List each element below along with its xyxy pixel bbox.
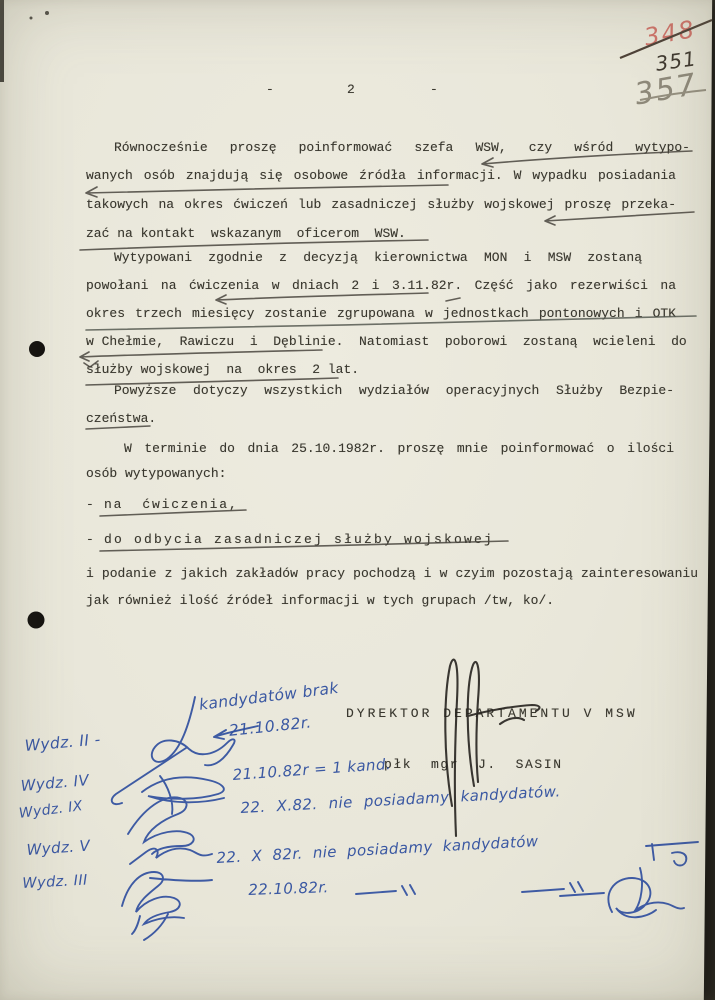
page-number: 2: [347, 82, 355, 97]
paragraph1-line3: takowych na okres ćwiczeń lub zasadniczej służby wojskowej proszę przeka-: [86, 197, 676, 212]
list-item1-text: na ćwiczenia,: [104, 497, 239, 512]
paragraph1-line2: wanych osób znajdują się osobowe źródła informacji. W wypadku posiadania: [86, 168, 676, 183]
signature-wydz-iv: [142, 776, 224, 814]
signature-wydz-iii: [122, 872, 212, 940]
paragraph2-line2: powołani na ćwiczenia w dniach 2 i 3.11.82r. Część jako rezerwiści na: [86, 278, 676, 293]
page-number-red-crossed: 348: [642, 15, 698, 52]
paragraph5-line2: jak również ilość źródeł informacji w tych grupach /tw, ko/.: [86, 593, 555, 608]
note-22-x-82r: 22. X 82r. nie posiadamy kandydatów: [216, 832, 539, 867]
director-name: płk mgr J. SASIN: [384, 757, 563, 772]
list-item2-bullet: -: [86, 532, 94, 547]
ink-tail-left: [132, 916, 140, 934]
paragraph1-line1: Równocześnie proszę poinformować szefa WSW, czy wśród wytypo-: [114, 140, 690, 155]
paragraph1-line4: zać na kontakt wskazanym oficerom WSW.: [86, 226, 406, 241]
scan-edge-right: [702, 0, 715, 1000]
page-number-pencil-dark: 351: [654, 46, 699, 76]
margin-wydz-ix: Wydz. IX: [18, 798, 84, 822]
paragraph3-line1: Powyższe dotyczy wszystkich wydziałów operacyjnych Służby Bezpie-: [114, 383, 674, 398]
director-signature-ink: [445, 660, 539, 836]
note-22-x-82: 22. X.82. nie posiadamy kandydatów.: [240, 782, 561, 817]
note-date-22-10-82: 22.10.82r.: [248, 878, 329, 899]
note-kandydatow-brak: kandydatów brak: [198, 678, 340, 714]
list-item1-bullet: -: [86, 497, 94, 512]
paragraph2-line5: służby wojskowej na okres 2 lat.: [86, 362, 360, 377]
hole-punch-marks: [28, 11, 50, 629]
scan-edge-left: [0, 0, 4, 82]
margin-wydz-iii: Wydz. III: [22, 872, 89, 892]
ditto-mark-2: [522, 882, 583, 892]
header-dash-left: -: [266, 82, 274, 97]
note-kand-count: 21.10.82r = 1 kand.: [232, 754, 392, 784]
margin-wydz-v: Wydz. V: [26, 836, 91, 859]
signature-wydz-ix: [128, 797, 194, 854]
paragraph2-line1: Wytypowani zgodnie z decyzją kierownictwa MON i MSW zostaną: [114, 250, 642, 265]
bracket-mark: [646, 842, 698, 866]
signature-flourish-bottom-right: [560, 868, 684, 917]
paragraph2-line3: okres trzech miesięcy zostanie zgrupowana w jednostkach pontonowych i OTK: [86, 306, 676, 321]
header-dash-right: -: [430, 82, 438, 97]
margin-wydz-iv: Wydz. IV: [20, 771, 90, 795]
page-number-pencil-light: 357: [632, 67, 701, 113]
blue-ink-signatures: [112, 697, 698, 940]
margin-wydz-ii: Wydz. II -: [24, 730, 102, 755]
ditto-mark-1: [356, 885, 415, 895]
signature-wydz-ii-tail: [112, 748, 186, 804]
signature-wydz-v: [130, 848, 212, 864]
paragraph5-line1: i podanie z jakich zakładów pracy pochodzą i w czyim pozostają zainteresowaniu: [86, 566, 698, 581]
director-title: DYREKTOR DEPARTAMENTU V MSW: [346, 706, 638, 721]
paragraph4-line2: osób wytypowanych:: [86, 466, 227, 481]
paragraph3-line2: czeństwa.: [86, 411, 157, 426]
paragraph2-line4: w Chełmie, Rawiczu i Dęblinie. Natomiast poborowi zostaną wcieleni do: [86, 334, 687, 349]
paragraph4-line1: W terminie do dnia 25.10.1982r. proszę mnie poinformować o ilości: [124, 441, 674, 456]
list-item2-text: do odbycia zasadniczej służby wojskowej: [104, 532, 495, 547]
note-date-21-10-82: 21.10.82r.: [228, 713, 313, 740]
